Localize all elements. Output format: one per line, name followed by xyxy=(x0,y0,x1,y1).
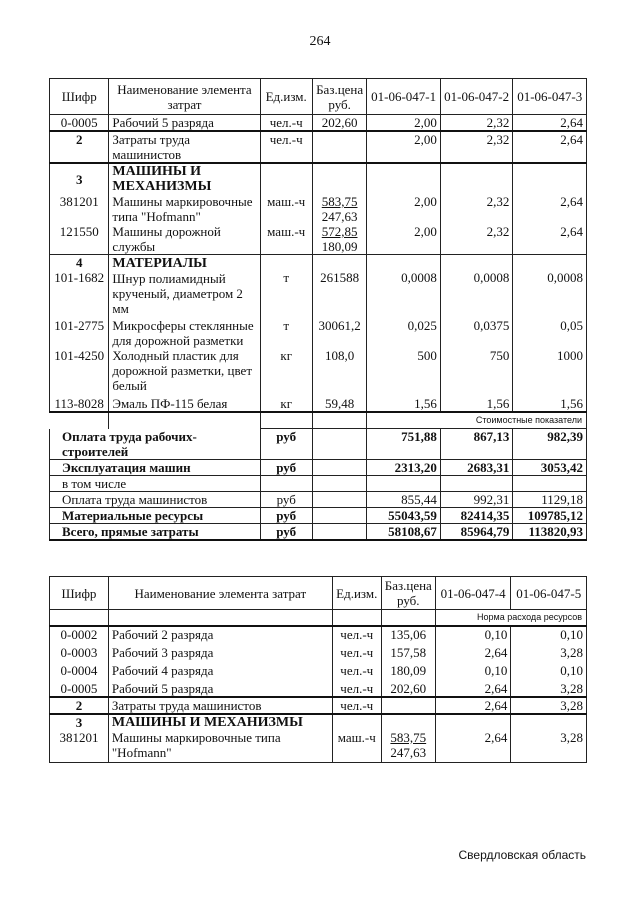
row-value-4: 2,64 xyxy=(435,730,511,763)
row-name: Шнур полиамидный крученый, диаметром 2 мм xyxy=(112,271,243,316)
summary-unit: руб xyxy=(260,507,312,523)
row-unit: чел.-ч xyxy=(332,626,381,642)
cost-table-1 xyxy=(49,78,587,541)
row-value-2: 1,56 xyxy=(440,393,513,412)
summary-value-3: 982,39 xyxy=(513,429,587,460)
table-row xyxy=(50,316,587,348)
summary-row xyxy=(50,475,587,491)
row-value-1: 2,00 xyxy=(367,115,441,132)
row-price: 261588 xyxy=(312,255,366,317)
summary-value-3: 113820,93 xyxy=(513,523,587,540)
row-price: 583,75 247,63 xyxy=(312,194,366,224)
table-header xyxy=(50,577,587,610)
row-unit: маш.-ч xyxy=(332,730,381,763)
row-price: 180,09 xyxy=(381,660,435,678)
table-header xyxy=(50,79,587,115)
table-row xyxy=(50,626,587,642)
row-value-4: 2,64 xyxy=(435,678,511,697)
summary-unit: руб xyxy=(260,491,312,507)
row-value-3: 0,0008 xyxy=(513,255,587,317)
row-code: 101-4250 xyxy=(50,348,109,393)
row-price: 59,48 xyxy=(312,393,366,412)
footer-region: Свердловская область xyxy=(458,848,586,862)
table-row xyxy=(50,697,587,714)
summary-value-1: 751,88 xyxy=(367,429,441,460)
summary-value-2: 992,31 xyxy=(440,491,513,507)
table-row xyxy=(50,224,587,255)
table-row xyxy=(50,678,587,697)
row-price: 202,60 xyxy=(312,115,366,132)
norm-note: Норма расхода ресурсов xyxy=(435,610,586,627)
summary-row xyxy=(50,507,587,523)
row-code: 121550 xyxy=(50,224,109,255)
row-unit: маш.-ч xyxy=(260,224,312,255)
header-code: Шифр xyxy=(50,577,109,610)
summary-value-1: 2313,20 xyxy=(367,459,441,475)
row-name: Рабочий 2 разряда xyxy=(108,626,332,642)
section-title: МАШИНЫ И МЕХАНИЗМЫ xyxy=(108,714,332,730)
row-value-5: 0,10 xyxy=(511,626,587,642)
table-row xyxy=(50,115,587,132)
header-price: Баз.цена руб. xyxy=(312,79,366,115)
row-code: 381201 xyxy=(50,730,109,763)
row-value-5: 3,28 xyxy=(511,697,587,714)
row-code: 101-1682 xyxy=(54,270,105,285)
summary-value-3: 3053,42 xyxy=(513,459,587,475)
row-value-3: 0,05 xyxy=(513,316,587,348)
row-price: 108,0 xyxy=(312,348,366,393)
table-row xyxy=(50,348,587,393)
summary-value-3: 1129,18 xyxy=(513,491,587,507)
summary-row xyxy=(50,523,587,540)
summary-unit: руб xyxy=(260,523,312,540)
row-unit: т xyxy=(260,316,312,348)
row-value-5: 3,28 xyxy=(511,678,587,697)
section-row xyxy=(50,163,587,194)
header-col-4: 01-06-047-4 xyxy=(435,577,511,610)
section-title: МАШИНЫ И МЕХАНИЗМЫ xyxy=(109,163,260,194)
row-code: 2 xyxy=(50,131,109,163)
row-value-4: 2,64 xyxy=(435,697,511,714)
row-value-3: 2,64 xyxy=(513,131,587,163)
summary-label: Материальные ресурсы xyxy=(50,507,261,523)
row-value-2: 750 xyxy=(440,348,513,393)
row-value-4: 2,64 xyxy=(435,642,511,660)
row-name: Холодный пластик для дорожной разметки, цвет белый xyxy=(109,348,260,393)
row-unit: чел.-ч xyxy=(260,131,312,163)
row-unit: чел.-ч xyxy=(332,678,381,697)
row-name: Затраты труда машинистов xyxy=(109,131,260,163)
section-title: МАТЕРИАЛЫ xyxy=(112,256,207,271)
row-code: 0-0002 xyxy=(50,626,109,642)
row-value-1: 0,0008 xyxy=(367,255,441,317)
summary-value-2: 82414,35 xyxy=(440,507,513,523)
row-name: Затраты труда машинистов xyxy=(108,697,332,714)
row-unit: кг xyxy=(260,348,312,393)
summary-label: Оплата труда машинистов xyxy=(50,491,261,507)
row-value-1: 2,00 xyxy=(367,224,441,255)
row-value-3: 2,64 xyxy=(513,115,587,132)
row-unit: чел.-ч xyxy=(332,642,381,660)
row-code: 0-0004 xyxy=(50,660,109,678)
summary-row xyxy=(50,491,587,507)
row-value-1: 2,00 xyxy=(367,131,441,163)
header-unit: Ед.изм. xyxy=(260,79,312,115)
summary-value-1: 55043,59 xyxy=(367,507,441,523)
section-code: 3 xyxy=(50,163,109,194)
row-value-3: 2,64 xyxy=(513,194,587,224)
row-unit: т xyxy=(260,255,312,317)
table-row xyxy=(50,393,587,412)
summary-row xyxy=(50,429,587,460)
row-unit: чел.-ч xyxy=(332,660,381,678)
row-value-1: 1,56 xyxy=(367,393,441,412)
table-row xyxy=(50,730,587,763)
summary-value-2: 867,13 xyxy=(440,429,513,460)
row-code: 0-0005 xyxy=(50,115,109,132)
row-price: 30061,2 xyxy=(312,316,366,348)
row-price xyxy=(312,131,366,163)
row-value-2: 0,0375 xyxy=(440,316,513,348)
row-value-2: 2,32 xyxy=(440,224,513,255)
row-unit: чел.-ч xyxy=(260,115,312,132)
row-code: 0-0005 xyxy=(50,678,109,697)
row-price: 572,85 180,09 xyxy=(312,224,366,255)
page-number: 264 xyxy=(309,34,331,49)
summary-value-3: 109785,12 xyxy=(513,507,587,523)
section-code: 3 xyxy=(50,714,109,730)
row-price: 157,58 xyxy=(381,642,435,660)
row-name: Рабочий 4 разряда xyxy=(108,660,332,678)
row-value-2: 2,32 xyxy=(440,115,513,132)
row-value-1: 0,025 xyxy=(367,316,441,348)
summary-label: в том числе xyxy=(50,475,261,491)
row-value-4: 0,10 xyxy=(435,660,511,678)
header-code: Шифр xyxy=(50,79,109,115)
row-unit: чел.-ч xyxy=(332,697,381,714)
header-col-2: 01-06-047-2 xyxy=(440,79,513,115)
note-row xyxy=(50,412,587,429)
table-row xyxy=(50,255,587,317)
summary-value-2: 85964,79 xyxy=(440,523,513,540)
row-unit: кг xyxy=(260,393,312,412)
row-name: Эмаль ПФ-115 белая xyxy=(109,393,260,412)
header-unit: Ед.изм. xyxy=(332,577,381,610)
summary-label: Эксплуатация машин xyxy=(50,459,261,475)
row-name: Машины дорожной службы xyxy=(109,224,260,255)
row-price: 202,60 xyxy=(381,678,435,697)
row-value-2: 2,32 xyxy=(440,194,513,224)
row-code: 0-0003 xyxy=(50,642,109,660)
table-row xyxy=(50,131,587,163)
row-name: Машины маркировочные типа "Hofmann" xyxy=(109,194,260,224)
row-price xyxy=(381,697,435,714)
row-value-2: 2,32 xyxy=(440,131,513,163)
row-code: 113-8028 xyxy=(50,393,109,412)
row-value-5: 0,10 xyxy=(511,660,587,678)
row-value-3: 1,56 xyxy=(513,393,587,412)
table-row xyxy=(50,194,587,224)
note-row xyxy=(50,610,587,627)
header-col-5: 01-06-047-5 xyxy=(511,577,587,610)
row-name: Машины маркировочные типа "Hofmann" xyxy=(108,730,332,763)
table-row xyxy=(50,642,587,660)
table-row xyxy=(50,660,587,678)
header-col-3: 01-06-047-3 xyxy=(513,79,587,115)
row-value-5: 3,28 xyxy=(511,730,587,763)
row-price: 583,75 247,63 xyxy=(381,730,435,763)
section-row xyxy=(50,714,587,730)
row-name: Рабочий 3 разряда xyxy=(108,642,332,660)
row-name: Рабочий 5 разряда xyxy=(109,115,260,132)
row-name: Рабочий 5 разряда xyxy=(108,678,332,697)
summary-row xyxy=(50,459,587,475)
header-name: Наименование элемента затрат xyxy=(109,79,260,115)
summary-value-1: 855,44 xyxy=(367,491,441,507)
header-col-1: 01-06-047-1 xyxy=(367,79,441,115)
cost-note: Стоимостные показатели xyxy=(367,412,587,429)
summary-value-2: 2683,31 xyxy=(440,459,513,475)
row-code: 381201 xyxy=(50,194,109,224)
summary-label: Всего, прямые затраты xyxy=(50,523,261,540)
header-name: Наименование элемента затрат xyxy=(108,577,332,610)
row-value-3: 1000 xyxy=(513,348,587,393)
row-unit: маш.-ч xyxy=(260,194,312,224)
row-price: 135,06 xyxy=(381,626,435,642)
summary-label: Оплата труда рабочих-строителей xyxy=(50,429,261,460)
row-value-5: 3,28 xyxy=(511,642,587,660)
row-value-2: 0,0008 xyxy=(440,255,513,317)
row-value-1: 2,00 xyxy=(367,194,441,224)
row-value-3: 2,64 xyxy=(513,224,587,255)
row-value-4: 0,10 xyxy=(435,626,511,642)
row-code: 101-2775 xyxy=(50,316,109,348)
summary-unit: руб xyxy=(260,429,312,460)
row-code: 2 xyxy=(50,697,109,714)
summary-value-1: 58108,67 xyxy=(367,523,441,540)
cost-table-2 xyxy=(49,576,587,763)
header-price: Баз.цена руб. xyxy=(381,577,435,610)
summary-unit: руб xyxy=(260,459,312,475)
section-code: 4 xyxy=(75,255,83,270)
row-value-1: 500 xyxy=(367,348,441,393)
row-name: Микросферы стеклянные для дорожной разметки xyxy=(109,316,260,348)
